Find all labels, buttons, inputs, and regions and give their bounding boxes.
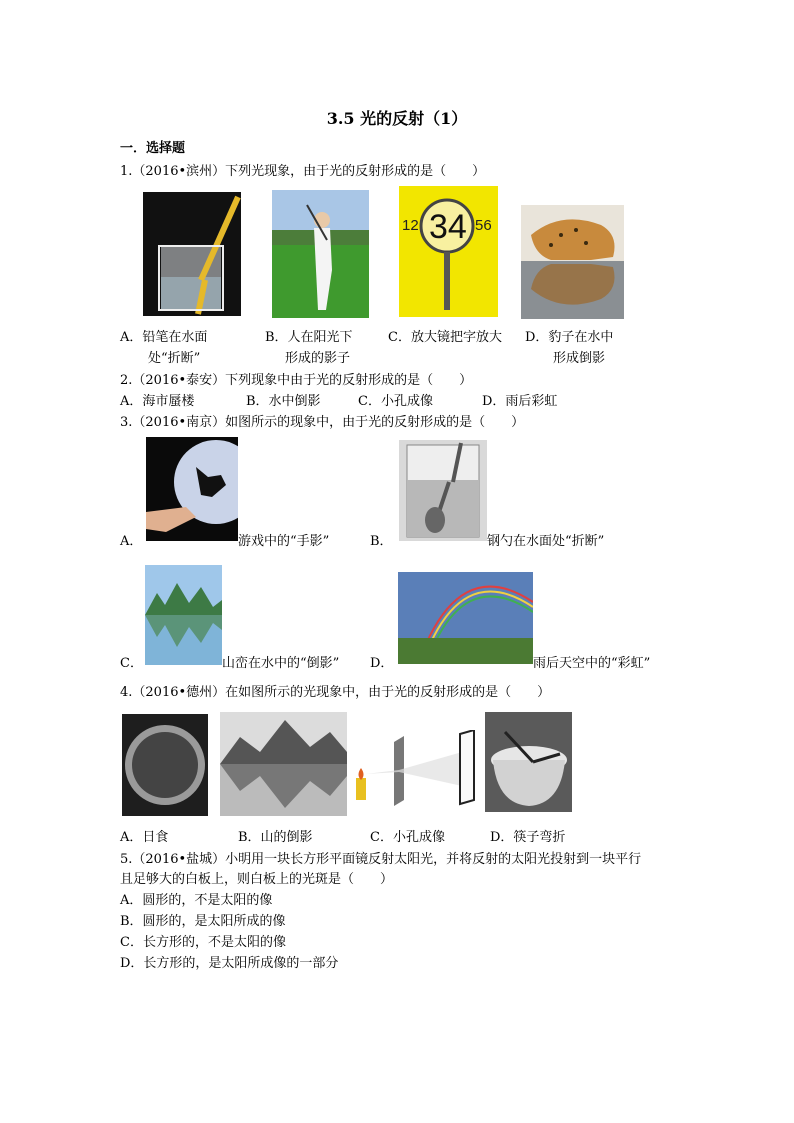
q3-option-a-letter: A． [120,534,143,549]
q2-option-b: B．水中倒影 [246,394,321,409]
page-title: 3.5 光的反射（1） [326,109,468,128]
q1-option-d-line2: 形成倒影 [553,351,606,366]
q3-hand-shadow-image [146,437,238,541]
q3-option-b-caption: 钢勺在水面处“折断” [487,534,605,549]
q3-spoon-image [399,440,487,541]
q5-option-b: B．圆形的，是太阳所成的像 [120,914,286,929]
q2-option-c: C．小孔成像 [358,394,433,409]
section-heading: 一．选择题 [120,141,186,156]
q1-option-b-line2: 形成的影子 [285,351,351,366]
q3-option-d-caption: 雨后天空中的“彩虹” [533,656,651,671]
q2-option-a: A．海市蜃楼 [120,394,195,409]
q3-option-d-letter: D． [370,656,394,671]
q1-pencil-image [143,192,241,316]
magnifier-digits: 34 [429,208,467,246]
q4-option-c: C．小孔成像 [370,830,445,845]
q1-leopard-image [521,205,624,319]
q3-stem: 3.（2016•南京）如图所示的现象中，由于光的反射形成的是（ ） [120,415,525,430]
magnifier-digits-left: 12 [402,217,419,234]
q4-option-d: D．筷子弯折 [490,830,566,845]
q5-stem-line1: 5.（2016•盐城）小明用一块长方形平面镜反射太阳光，并将反射的太阳光投射到一块平行 [120,852,642,867]
q1-option-a-line1: A．铅笔在水面 [120,330,208,345]
q3-mountain-reflection-image [145,565,222,665]
q4-option-a: A．日食 [120,830,169,845]
q5-option-a: A．圆形的，不是太阳的像 [120,893,273,908]
q1-golfer-image [272,190,369,318]
q5-stem-line2: 且足够大的白板上，则白板上的光斑是（ ） [120,872,394,887]
q5-option-c: C．长方形的，不是太阳的像 [120,935,286,950]
q5-option-d: D．长方形的，是太阳所成像的一部分 [120,956,339,971]
q1-option-c-line1: C．放大镜把字放大 [388,330,502,345]
q4-mountain-reflection-image [220,712,347,816]
q4-option-b: B．山的倒影 [238,830,313,845]
q1-stem: 1.（2016•滨州）下列光现象，由于光的反射形成的是（ ） [120,164,486,179]
q3-option-c-letter: C． [120,656,143,671]
magnifier-digits-right: 56 [475,217,492,234]
q2-stem: 2.（2016•泰安）下列现象中由于光的反射形成的是（ ） [120,373,473,388]
q3-option-b-letter: B． [370,534,393,549]
q1-magnifier-image [399,186,498,317]
q1-option-d-line1: D．豹子在水中 [525,330,614,345]
q2-option-d: D．雨后彩虹 [482,394,558,409]
q3-option-a-caption: 游戏中的“手影” [238,534,330,549]
q4-stem: 4.（2016•德州）在如图所示的光现象中，由于光的反射形成的是（ ） [120,685,551,700]
q4-pinhole-image [352,730,476,806]
q4-eclipse-image [122,714,208,816]
q3-rainbow-image [398,572,533,664]
q1-option-a-line2: 处“折断” [148,351,201,366]
q4-chopsticks-image [485,712,572,812]
q3-option-c-caption: 山峦在水中的“倒影” [222,656,340,671]
q1-option-b-line1: B．人在阳光下 [265,330,353,345]
